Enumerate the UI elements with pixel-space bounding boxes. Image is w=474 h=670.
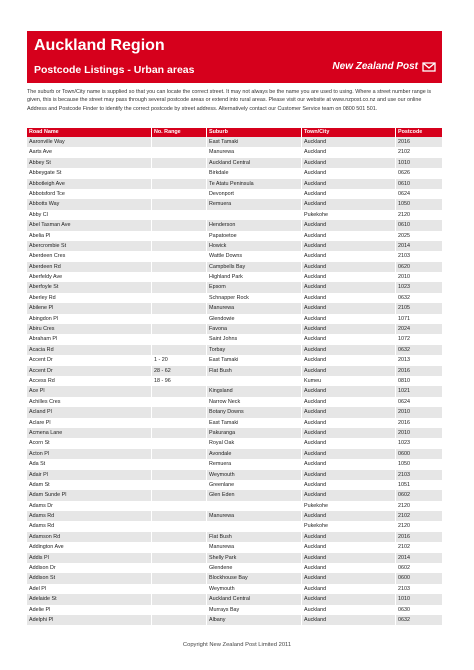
cell-road-name: Ace Pl — [27, 386, 152, 396]
cell-town-city: Auckland — [302, 262, 396, 272]
table-row — [27, 584, 442, 594]
cell-no-range — [152, 615, 207, 625]
cell-no-range — [152, 220, 207, 230]
cell-no-range — [152, 470, 207, 480]
cell-no-range — [152, 428, 207, 438]
table-row — [27, 490, 442, 500]
table-row — [27, 521, 442, 531]
cell-postcode: 2010 — [398, 429, 410, 436]
cell-suburb: Wattle Downs — [207, 251, 302, 261]
cell-suburb: Glendowie — [207, 314, 302, 324]
cell-no-range — [152, 594, 207, 604]
cell-road-name: Abbotts Way — [27, 199, 152, 209]
cell-no-range — [152, 511, 207, 521]
cell-postcode: 0810 — [398, 377, 410, 384]
cell-suburb: Avondale — [207, 449, 302, 459]
table-row — [27, 220, 442, 230]
cell-road-name: Abingdon Pl — [27, 314, 152, 324]
cell-postcode: 1023 — [398, 440, 410, 447]
cell-road-name: Abbotleigh Ave — [27, 179, 152, 189]
table-row — [27, 594, 442, 604]
cell-road-name: Adams Rd — [27, 521, 152, 531]
cell-town-city: Auckland — [302, 366, 396, 376]
cell-no-range — [152, 147, 207, 157]
cell-suburb — [207, 376, 302, 386]
cell-town-city: Auckland — [302, 428, 396, 438]
cell-town-city: Kumeu — [302, 376, 396, 386]
cell-town-city: Auckland — [302, 438, 396, 448]
column-header-suburb: Suburb — [207, 128, 302, 137]
table-row — [27, 355, 442, 365]
cell-postcode: 0626 — [398, 170, 410, 177]
table-row — [27, 314, 442, 324]
table-row — [27, 459, 442, 469]
cell-road-name: Acacia Rd — [27, 345, 152, 355]
cell-town-city: Auckland — [302, 147, 396, 157]
cell-road-name: Adelaide St — [27, 594, 152, 604]
table-row — [27, 231, 442, 241]
cell-no-range — [152, 314, 207, 324]
cell-postcode: 2120 — [398, 523, 410, 530]
cell-town-city: Auckland — [302, 553, 396, 563]
cell-road-name: Abercrombie St — [27, 241, 152, 251]
cell-suburb: Glen Eden — [207, 490, 302, 500]
cell-suburb: Epsom — [207, 282, 302, 292]
cell-town-city: Auckland — [302, 282, 396, 292]
cell-postcode: 2010 — [398, 409, 410, 416]
cell-suburb: Remuera — [207, 459, 302, 469]
cell-postcode: 1050 — [398, 461, 410, 468]
cell-no-range — [152, 386, 207, 396]
cell-no-range — [152, 563, 207, 573]
cell-town-city: Auckland — [302, 158, 396, 168]
cell-suburb: Murrays Bay — [207, 605, 302, 615]
cell-suburb: Glendene — [207, 563, 302, 573]
table-row — [27, 501, 442, 511]
cell-town-city: Pukekohe — [302, 521, 396, 531]
table-row — [27, 376, 442, 386]
cell-suburb: Flat Bush — [207, 366, 302, 376]
page-subtitle: Postcode Listings - Urban areas — [34, 64, 195, 76]
cell-no-range: 1 - 20 — [152, 355, 207, 365]
cell-town-city: Auckland — [302, 199, 396, 209]
cell-no-range — [152, 345, 207, 355]
cell-road-name: Addington Ave — [27, 542, 152, 552]
table-row — [27, 272, 442, 282]
cell-postcode: 0600 — [398, 450, 410, 457]
cell-postcode: 0624 — [398, 190, 410, 197]
cell-town-city: Auckland — [302, 324, 396, 334]
cell-road-name: Achilles Cres — [27, 397, 152, 407]
table-row — [27, 251, 442, 261]
cell-postcode: 2105 — [398, 305, 410, 312]
cell-no-range — [152, 480, 207, 490]
header-banner — [27, 31, 442, 83]
table-row — [27, 438, 442, 448]
table-row — [27, 345, 442, 355]
cell-no-range: 18 - 96 — [152, 376, 207, 386]
cell-no-range — [152, 231, 207, 241]
cell-postcode: 0632 — [398, 346, 410, 353]
column-header-road-name: Road Name — [27, 128, 152, 137]
cell-town-city: Auckland — [302, 511, 396, 521]
cell-town-city: Auckland — [302, 563, 396, 573]
cell-no-range — [152, 251, 207, 261]
cell-suburb: Albany — [207, 615, 302, 625]
cell-suburb: Weymouth — [207, 584, 302, 594]
cell-road-name: Abilene Pl — [27, 303, 152, 313]
cell-road-name: Aarts Ave — [27, 147, 152, 157]
cell-road-name: Acorn St — [27, 438, 152, 448]
cell-no-range — [152, 241, 207, 251]
cell-postcode: 2016 — [398, 139, 410, 145]
cell-postcode: 0602 — [398, 565, 410, 572]
cell-postcode: 1051 — [398, 481, 410, 488]
cell-suburb: Te Atatu Peninsula — [207, 179, 302, 189]
table-row — [27, 334, 442, 344]
table-row — [27, 542, 442, 552]
cell-no-range — [152, 542, 207, 552]
cell-suburb — [207, 210, 302, 220]
cell-postcode: 0630 — [398, 606, 410, 613]
cell-suburb: Highland Park — [207, 272, 302, 282]
table-row — [27, 553, 442, 563]
cell-no-range — [152, 501, 207, 511]
cell-postcode: 2014 — [398, 242, 410, 249]
cell-postcode: 2016 — [398, 533, 410, 540]
table-row — [27, 241, 442, 251]
cell-road-name: Aberdeen Rd — [27, 262, 152, 272]
cell-no-range — [152, 521, 207, 531]
column-header-no-range: No. Range — [152, 128, 207, 137]
cell-road-name: Addis Pl — [27, 553, 152, 563]
table-row — [27, 179, 442, 189]
cell-no-range — [152, 553, 207, 563]
cell-town-city: Auckland — [302, 189, 396, 199]
table-row — [27, 147, 442, 157]
table-row — [27, 137, 442, 147]
cell-postcode: 0632 — [398, 294, 410, 301]
cell-no-range — [152, 262, 207, 272]
cell-suburb: Royal Oak — [207, 438, 302, 448]
cell-postcode: 2016 — [398, 419, 410, 426]
cell-suburb: Auckland Central — [207, 158, 302, 168]
cell-postcode: 0620 — [398, 263, 410, 270]
cell-suburb: Howick — [207, 241, 302, 251]
cell-postcode: 1071 — [398, 315, 410, 322]
cell-town-city: Auckland — [302, 303, 396, 313]
cell-town-city: Auckland — [302, 605, 396, 615]
cell-no-range — [152, 137, 207, 147]
table-row — [27, 511, 442, 521]
cell-suburb: Auckland Central — [207, 594, 302, 604]
cell-suburb: Remuera — [207, 199, 302, 209]
cell-town-city: Pukekohe — [302, 501, 396, 511]
cell-road-name: Abbey St — [27, 158, 152, 168]
cell-suburb — [207, 521, 302, 531]
cell-postcode: 2103 — [398, 471, 410, 478]
cell-postcode: 2014 — [398, 554, 410, 561]
cell-road-name: Adair Pl — [27, 470, 152, 480]
table-row — [27, 605, 442, 615]
cell-suburb: Papatoetoe — [207, 231, 302, 241]
cell-no-range — [152, 459, 207, 469]
cell-suburb: Birkdale — [207, 168, 302, 178]
cell-road-name: Aberley Rd — [27, 293, 152, 303]
cell-postcode: 2024 — [398, 326, 410, 333]
cell-road-name: Abraham Pl — [27, 334, 152, 344]
cell-road-name: Aclare Pl — [27, 418, 152, 428]
cell-town-city: Auckland — [302, 220, 396, 230]
cell-road-name: Addison St — [27, 573, 152, 583]
cell-town-city: Auckland — [302, 532, 396, 542]
cell-road-name: Acmena Lane — [27, 428, 152, 438]
cell-town-city: Auckland — [302, 584, 396, 594]
cell-no-range — [152, 303, 207, 313]
cell-town-city: Auckland — [302, 418, 396, 428]
cell-suburb: Schnapper Rock — [207, 293, 302, 303]
table-row — [27, 428, 442, 438]
cell-postcode: 0602 — [398, 492, 410, 499]
table-row — [27, 366, 442, 376]
table-body — [27, 137, 442, 625]
cell-road-name: Accent Dr — [27, 366, 152, 376]
cell-suburb: Henderson — [207, 220, 302, 230]
cell-suburb: Torbay — [207, 345, 302, 355]
brand-logo — [332, 60, 436, 74]
cell-town-city: Auckland — [302, 355, 396, 365]
cell-suburb: Weymouth — [207, 470, 302, 480]
table-row — [27, 158, 442, 168]
cell-road-name: Addison Dr — [27, 563, 152, 573]
cell-town-city: Auckland — [302, 168, 396, 178]
cell-road-name: Abelia Pl — [27, 231, 152, 241]
cell-no-range — [152, 418, 207, 428]
cell-town-city: Auckland — [302, 345, 396, 355]
cell-postcode: 2103 — [398, 585, 410, 592]
cell-town-city: Auckland — [302, 490, 396, 500]
footer-copyright: Copyright New Zealand Post Limited 2011 — [182, 642, 292, 648]
cell-town-city: Auckland — [302, 334, 396, 344]
cell-town-city: Auckland — [302, 480, 396, 490]
cell-road-name: Acland Pl — [27, 407, 152, 417]
cell-road-name: Adams Rd — [27, 511, 152, 521]
cell-road-name: Acton Pl — [27, 449, 152, 459]
intro-text: The suburb or Town/City name is supplied so that you can locate the correct street. It may not always be the name you are used to using. Where a street number range is given, this is because the street may pass through several postcode areas or extend into rural areas. Please visit our website at www.nzpost.co.nz and use our online Address and Postcode Finder to identify the correct postcode by street address. Alternatively contact our Customer Service team on 0800 501 501. — [27, 89, 432, 112]
cell-no-range — [152, 199, 207, 209]
cell-postcode: 2102 — [398, 544, 410, 551]
cell-town-city: Auckland — [302, 272, 396, 282]
table-row — [27, 168, 442, 178]
cell-no-range — [152, 407, 207, 417]
table-row — [27, 532, 442, 542]
cell-no-range — [152, 282, 207, 292]
table-row — [27, 293, 442, 303]
cell-road-name: Adel Pl — [27, 584, 152, 594]
table-row — [27, 418, 442, 428]
table-row — [27, 210, 442, 220]
brand-name: New Zealand Post — [332, 61, 418, 72]
cell-postcode: 0624 — [398, 398, 410, 405]
cell-town-city: Auckland — [302, 573, 396, 583]
cell-town-city: Auckland — [302, 449, 396, 459]
cell-no-range — [152, 490, 207, 500]
cell-road-name: Accent Dr — [27, 355, 152, 365]
cell-suburb: Greenlane — [207, 480, 302, 490]
cell-postcode: 2013 — [398, 357, 410, 364]
cell-no-range — [152, 272, 207, 282]
cell-postcode: 2120 — [398, 502, 410, 509]
cell-road-name: Aberfoyle St — [27, 282, 152, 292]
cell-no-range — [152, 532, 207, 542]
cell-road-name: Abbotsford Tce — [27, 189, 152, 199]
cell-road-name: Abiru Cres — [27, 324, 152, 334]
cell-road-name: Adelphi Pl — [27, 615, 152, 625]
cell-no-range — [152, 210, 207, 220]
cell-suburb: Favona — [207, 324, 302, 334]
table-row — [27, 189, 442, 199]
cell-postcode: 1050 — [398, 201, 410, 208]
cell-no-range — [152, 584, 207, 594]
cell-no-range — [152, 293, 207, 303]
cell-town-city: Auckland — [302, 293, 396, 303]
cell-town-city: Auckland — [302, 594, 396, 604]
cell-postcode: 0600 — [398, 575, 410, 582]
table-row — [27, 199, 442, 209]
postcode-table — [27, 128, 442, 625]
cell-town-city: Auckland — [302, 137, 396, 147]
cell-road-name: Access Rd — [27, 376, 152, 386]
table-row — [27, 480, 442, 490]
cell-suburb: Narrow Neck — [207, 397, 302, 407]
cell-road-name: Adams Dr — [27, 501, 152, 511]
cell-no-range — [152, 179, 207, 189]
cell-town-city: Auckland — [302, 470, 396, 480]
cell-suburb: Flat Bush — [207, 532, 302, 542]
cell-postcode: 1023 — [398, 284, 410, 291]
column-header-postcode: Postcode — [398, 129, 423, 135]
table-header — [27, 128, 442, 137]
cell-road-name: Adamson Rd — [27, 532, 152, 542]
cell-road-name: Aberfeldy Ave — [27, 272, 152, 282]
cell-town-city: Auckland — [302, 231, 396, 241]
cell-suburb: Manurewa — [207, 542, 302, 552]
table-row — [27, 303, 442, 313]
cell-road-name: Abel Tasman Ave — [27, 220, 152, 230]
table-row — [27, 324, 442, 334]
cell-town-city: Auckland — [302, 459, 396, 469]
cell-postcode: 2025 — [398, 232, 410, 239]
cell-no-range — [152, 158, 207, 168]
table-row — [27, 407, 442, 417]
cell-no-range — [152, 573, 207, 583]
cell-suburb: Blockhouse Bay — [207, 573, 302, 583]
cell-no-range — [152, 189, 207, 199]
table-row — [27, 397, 442, 407]
cell-road-name: Aberdeen Cres — [27, 251, 152, 261]
cell-postcode: 1010 — [398, 159, 410, 166]
cell-road-name: Adam St — [27, 480, 152, 490]
cell-town-city: Auckland — [302, 615, 396, 625]
cell-suburb: Manurewa — [207, 511, 302, 521]
cell-town-city: Auckland — [302, 179, 396, 189]
page-title: Auckland Region — [34, 37, 165, 54]
cell-postcode: 0632 — [398, 616, 410, 623]
cell-postcode: 2120 — [398, 211, 410, 218]
envelope-icon — [422, 60, 436, 74]
cell-road-name: Abby Cl — [27, 210, 152, 220]
table-row — [27, 386, 442, 396]
cell-road-name: Aaronville Way — [27, 137, 152, 147]
cell-postcode: 1021 — [398, 388, 410, 395]
cell-suburb: Manurewa — [207, 147, 302, 157]
cell-suburb: Manurewa — [207, 303, 302, 313]
table-row — [27, 449, 442, 459]
cell-postcode: 0610 — [398, 180, 410, 187]
cell-no-range — [152, 324, 207, 334]
cell-town-city: Auckland — [302, 542, 396, 552]
cell-no-range — [152, 334, 207, 344]
cell-suburb: Saint Johns — [207, 334, 302, 344]
cell-town-city: Pukekohe — [302, 210, 396, 220]
table-row — [27, 615, 442, 625]
cell-postcode: 2102 — [398, 149, 410, 156]
cell-road-name: Abbeygate St — [27, 168, 152, 178]
cell-postcode: 2102 — [398, 513, 410, 520]
cell-town-city: Auckland — [302, 386, 396, 396]
column-header-town-city: Town/City — [302, 128, 396, 137]
cell-no-range — [152, 168, 207, 178]
cell-no-range — [152, 449, 207, 459]
cell-town-city: Auckland — [302, 241, 396, 251]
cell-suburb — [207, 501, 302, 511]
cell-road-name: Ada St — [27, 459, 152, 469]
cell-no-range: 28 - 62 — [152, 366, 207, 376]
cell-suburb: Pakuranga — [207, 428, 302, 438]
table-row — [27, 573, 442, 583]
cell-suburb: Devonport — [207, 189, 302, 199]
cell-postcode: 0610 — [398, 222, 410, 229]
cell-town-city: Auckland — [302, 397, 396, 407]
cell-suburb: Campbells Bay — [207, 262, 302, 272]
cell-road-name: Adelie Pl — [27, 605, 152, 615]
cell-no-range — [152, 397, 207, 407]
cell-suburb: East Tamaki — [207, 418, 302, 428]
table-row — [27, 262, 442, 272]
cell-town-city: Auckland — [302, 407, 396, 417]
cell-no-range — [152, 605, 207, 615]
table-row — [27, 282, 442, 292]
cell-town-city: Auckland — [302, 251, 396, 261]
cell-suburb: Shelly Park — [207, 553, 302, 563]
cell-no-range — [152, 438, 207, 448]
cell-town-city: Auckland — [302, 314, 396, 324]
cell-suburb: Kingsland — [207, 386, 302, 396]
table-row — [27, 563, 442, 573]
table-row — [27, 470, 442, 480]
cell-postcode: 2010 — [398, 274, 410, 281]
cell-suburb: East Tamaki — [207, 137, 302, 147]
cell-road-name: Adam Sunde Pl — [27, 490, 152, 500]
cell-suburb: Botany Downs — [207, 407, 302, 417]
cell-postcode: 2103 — [398, 253, 410, 260]
cell-postcode: 1010 — [398, 596, 410, 603]
cell-postcode: 2016 — [398, 367, 410, 374]
cell-postcode: 1072 — [398, 336, 410, 343]
cell-suburb: East Tamaki — [207, 355, 302, 365]
